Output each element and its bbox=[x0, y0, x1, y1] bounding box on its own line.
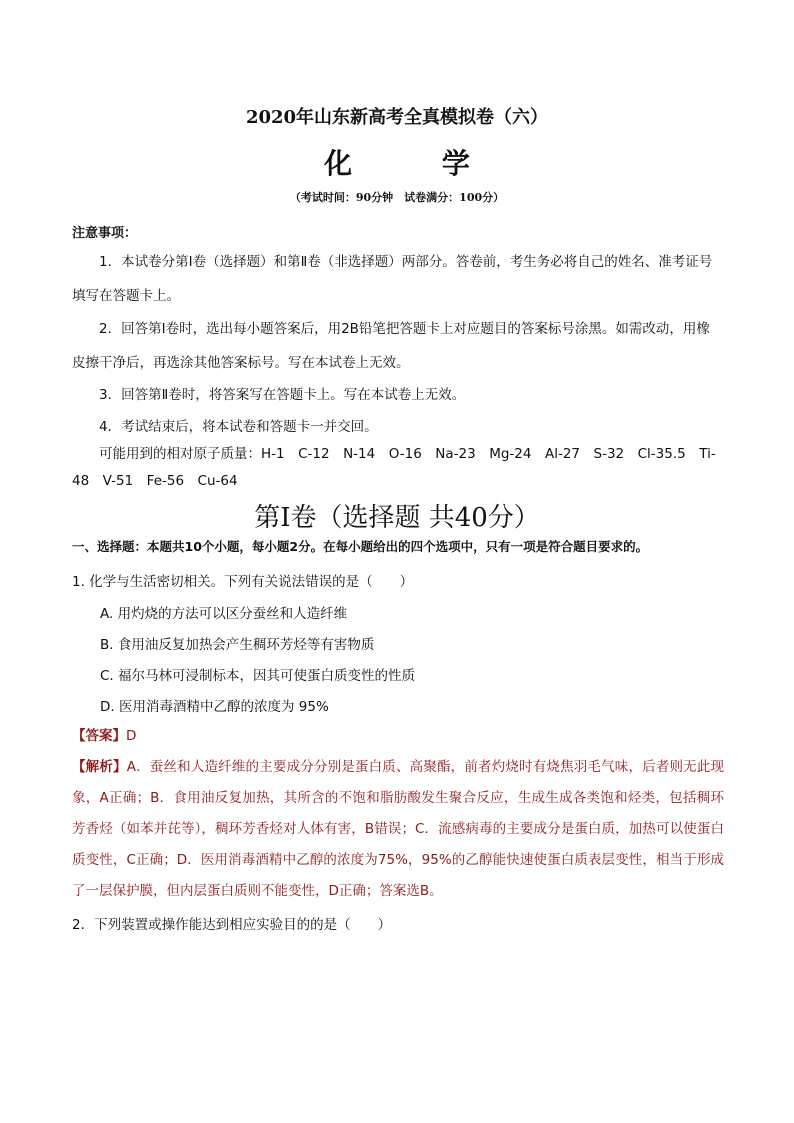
question-1-option-a: A. 用灼烧的方法可以区分蚕丝和人造纤维 bbox=[100, 606, 348, 622]
question-1-stem: 1. 化学与生活密切相关。下列有关说法错误的是（ ） bbox=[72, 574, 414, 590]
notice-item-3: 3．回答第Ⅱ卷时，将答案写在答题卡上。写在本试卷上无效。 bbox=[99, 387, 466, 403]
question-1-answer bbox=[72, 724, 136, 744]
atomic-mass-list: 可能用到的相对原子质量：H-1 C-12 N-14 O-16 Na-23 Mg-24 Al-27 S-32 Cl-35.5 Ti-48 V-51 Fe-56 Cu-64 bbox=[72, 446, 716, 489]
exam-title: 2020年山东新高考全真模拟卷（六） bbox=[245, 107, 549, 128]
notice-heading: 注意事项： bbox=[72, 226, 138, 241]
notice-item-1: 1．本试卷分第Ⅰ卷（选择题）和第Ⅱ卷（非选择题）两部分。答卷前，考生务必将自己的姓名、准考证号填写在答题卡上。 bbox=[72, 254, 713, 304]
notice-item-2: 2．回答第Ⅰ卷时，选出每小题答案后，用2B铅笔把答题卡上对应题目的答案标号涂黑。如需改动，用橡皮擦干净后，再选涂其他答案标号。写在本试卷上无效。 bbox=[72, 321, 710, 371]
notice-item-4: 4．考试结束后，将本试卷和答题卡一并交回。 bbox=[99, 419, 378, 435]
analysis-text: A．蚕丝和人造纤维的主要成分分别是蛋白质、高聚酯，前者灼烧时有烧焦羽毛气味，后者则无此现象，A正确；B．食用油反复加热，其所含的不饱和脂肪酸发生聚合反应，生成生成各类饱和烃类，包括稠环芳香烃（如苯并芘等），稠环芳香烃对人体有害，B错误；C．流感病毒的主要成分是蛋白质，加热可以使蛋白质变性，C正确；D．医用消毒酒精中乙醇的浓度为75%，95%的乙醇能快速使蛋白质表层变性，相当于形成了一层保护膜，但内层蛋白质则不能变性，D正确；答案选B。 bbox=[72, 759, 725, 899]
question-2-stem: 2．下列装置或操作能达到相应实验目的的是（ ） bbox=[72, 917, 392, 933]
answer-value: D bbox=[126, 728, 137, 744]
section-title: 第Ⅰ卷（选择题 共40分） bbox=[254, 503, 540, 533]
subject-title: 化 学 bbox=[324, 147, 510, 180]
exam-info: （考试时间：90分钟 试卷满分：100分） bbox=[289, 191, 505, 204]
analysis-label: 【解析】 bbox=[72, 759, 127, 775]
question-1-option-b: B. 食用油反复加热会产生稠环芳烃等有害物质 bbox=[100, 637, 375, 653]
question-1-option-d: D. 医用消毒酒精中乙醇的浓度为 95% bbox=[100, 699, 329, 715]
question-1-option-c: C. 福尔马林可浸制标本，因其可使蛋白质变性的性质 bbox=[100, 668, 416, 684]
section-instruction: 一、选择题：本题共10个小题，每小题2分。在每小题给出的四个选项中，只有一项是符合题目要求的。 bbox=[72, 539, 649, 554]
answer-label: 【答案】 bbox=[72, 728, 126, 744]
question-1-analysis bbox=[72, 752, 724, 907]
